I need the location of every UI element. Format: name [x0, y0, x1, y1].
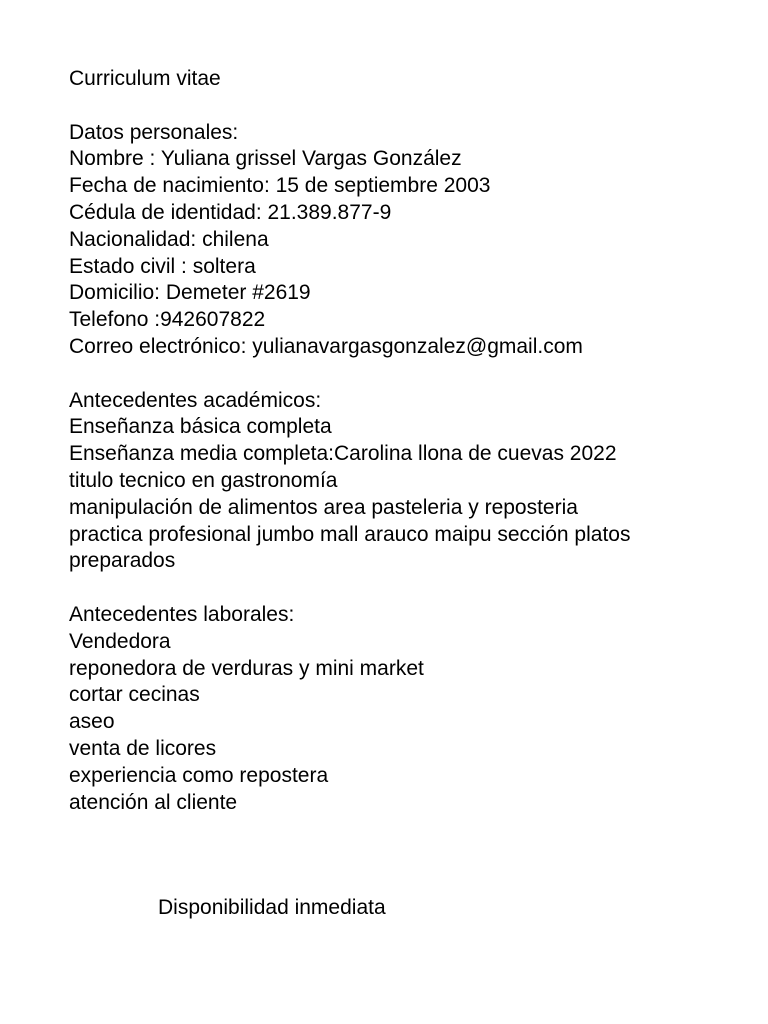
academic-item: Enseñanza básica completa — [69, 415, 332, 439]
personal-address: Domicilio: Demeter #2619 — [69, 281, 311, 305]
document-title: Curriculum vitae — [69, 67, 221, 90]
document-body — [69, 66, 749, 816]
work-item: reponedora de verduras y mini market — [69, 656, 424, 680]
work-item: aseo — [69, 710, 115, 734]
work-item: experiencia como repostera — [69, 763, 329, 787]
spacer — [69, 93, 749, 120]
availability-note: Disponibilidad inmediata — [158, 896, 386, 919]
personal-phone: Telefono :942607822 — [69, 308, 266, 332]
work-item: Vendedora — [69, 629, 171, 653]
personal-nationality: Nacionalidad: chilena — [69, 227, 269, 251]
personal-civil-status: Estado civil : soltera — [69, 254, 256, 278]
work-item: cortar cecinas — [69, 683, 200, 707]
academic-item: Enseñanza media completa:Carolina llona de cuevas 2022 — [69, 442, 617, 466]
personal-id: Cédula de identidad: 21.389.877-9 — [69, 200, 392, 224]
personal-name: Nombre : Yuliana grissel Vargas González — [69, 147, 462, 171]
work-item: venta de licores — [69, 736, 217, 760]
work-item: atención al cliente — [69, 790, 238, 814]
personal-birthdate: Fecha de nacimiento: 15 de septiembre 2003 — [69, 174, 491, 198]
personal-heading: Datos personales: — [69, 120, 239, 144]
spacer — [69, 361, 749, 388]
personal-email: Correo electrónico: yulianavargasgonzalez@gmail.com — [69, 334, 583, 358]
academic-heading: Antecedentes académicos: — [69, 388, 322, 412]
academic-item: preparados — [69, 549, 176, 573]
spacer — [69, 575, 749, 602]
academic-item: titulo tecnico en gastronomía — [69, 468, 338, 492]
academic-item: manipulación de alimentos area pasteleria y reposteria — [69, 495, 578, 519]
academic-item: practica profesional jumbo mall arauco maipu sección platos — [69, 522, 631, 546]
work-heading: Antecedentes laborales: — [69, 602, 295, 626]
